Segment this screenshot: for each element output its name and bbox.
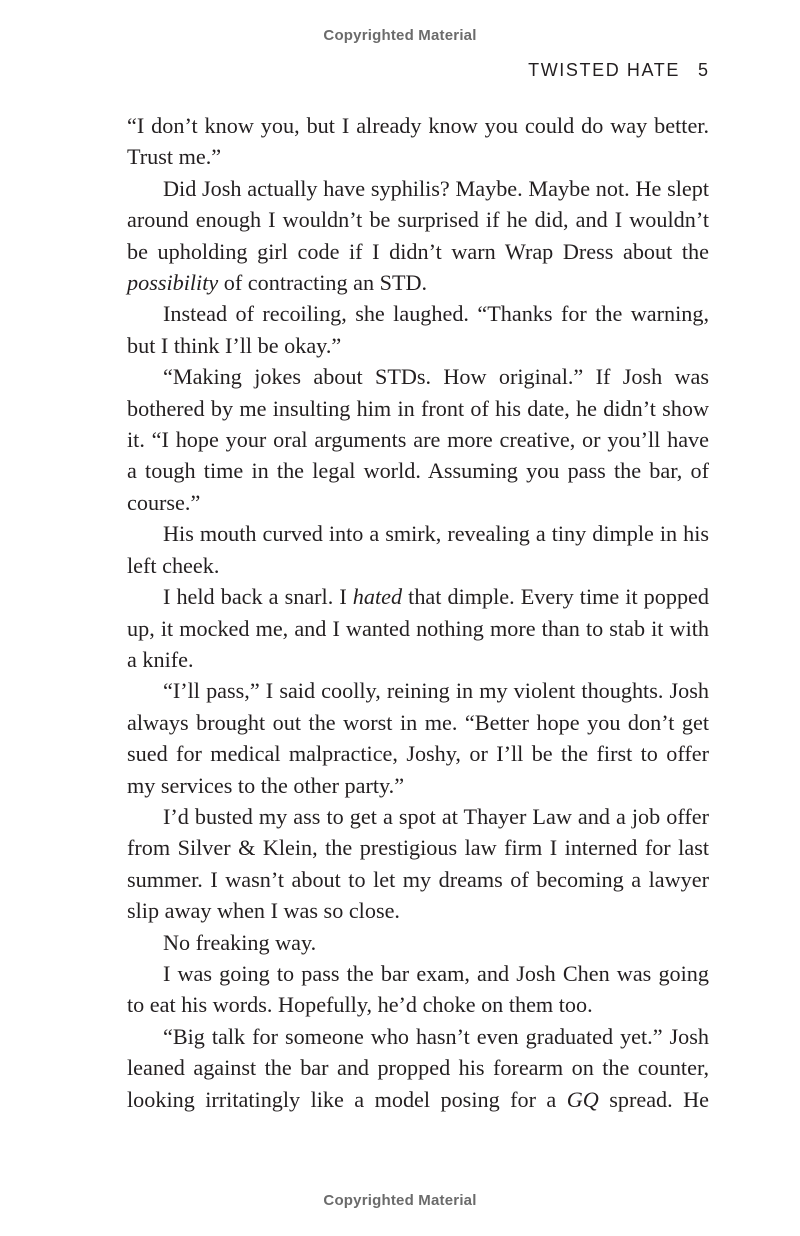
text-run: I was going to pass the bar exam, and Josh Chen was going to eat his words. Hopefully, he’d choke on them too. [127,960,709,1018]
text-run: of contracting an STD. [218,270,428,296]
text-run: “Making jokes about STDs. How original.” If Josh was bothered by me insulting him in front of his date, he didn’t show it. “I hope your oral arguments are more creative, or you’ll have a tough time in the legal world. Assuming you pass the bar, of course.” [127,364,709,515]
running-title: TWISTED HATE [528,60,680,80]
paragraph [127,518,709,581]
italic-emphasis: GQ [566,1086,599,1112]
paragraph [127,958,709,1021]
text-run: spread. He [598,1086,709,1112]
paragraph [127,173,709,299]
text-run: No freaking way. [163,929,317,955]
copyright-watermark-bottom: Copyrighted Material [323,1192,477,1209]
paragraph [127,675,709,801]
text-run: “I’ll pass,” I said coolly, reining in my violent thoughts. Josh always brought out the worst in me. “Better hope you don’t get sued for medical malpractice, Joshy, or I’ll be the first to offer my services to the other party.” [127,678,709,798]
text-run: “Big talk for someone who hasn’t even graduated yet.” Josh leaned against the bar and propped his forearm on the counter, looking irritatingly like a model posing for a [127,1023,709,1112]
paragraph [127,110,709,173]
paragraph [127,927,709,958]
running-header [528,60,708,81]
text-run: “I don’t know you, but I already know you could do way better. Trust me.” [127,113,709,170]
paragraph [127,581,709,675]
page-body-text [127,110,709,1115]
paragraph [127,361,709,518]
text-run: that dimple. Every time it popped up, it mocked me, and I wanted nothing more than to stab it with a knife. [127,584,709,672]
text-run: His mouth curved into a smirk, revealing a tiny dimple in his left cheek. [127,521,709,578]
text-run: I’d busted my ass to get a spot at Thayer Law and a job offer from Silver & Klein, the prestigious law firm I interned for last summer. I wasn’t about to let my dreams of becoming a lawyer slip away when I was so close. [127,803,709,924]
text-run: Instead of recoiling, she laughed. “Thanks for the warning, but I think I’ll be okay.” [127,301,709,358]
text-run: Did Josh actually have syphilis? Maybe. Maybe not. He slept around enough I wouldn’t be surprised if he did, and I wouldn’t be upholding girl code if I didn’t warn Wrap Dress about the [127,175,709,264]
italic-emphasis: hated [352,584,403,610]
paragraph [127,1021,709,1115]
copyright-watermark-top: Copyrighted Material [323,27,477,44]
text-run: I held back a snarl. I [163,584,353,610]
paragraph [127,298,709,361]
page-number: 5 [697,60,708,80]
italic-emphasis: possibility [127,270,219,296]
paragraph [127,801,709,927]
